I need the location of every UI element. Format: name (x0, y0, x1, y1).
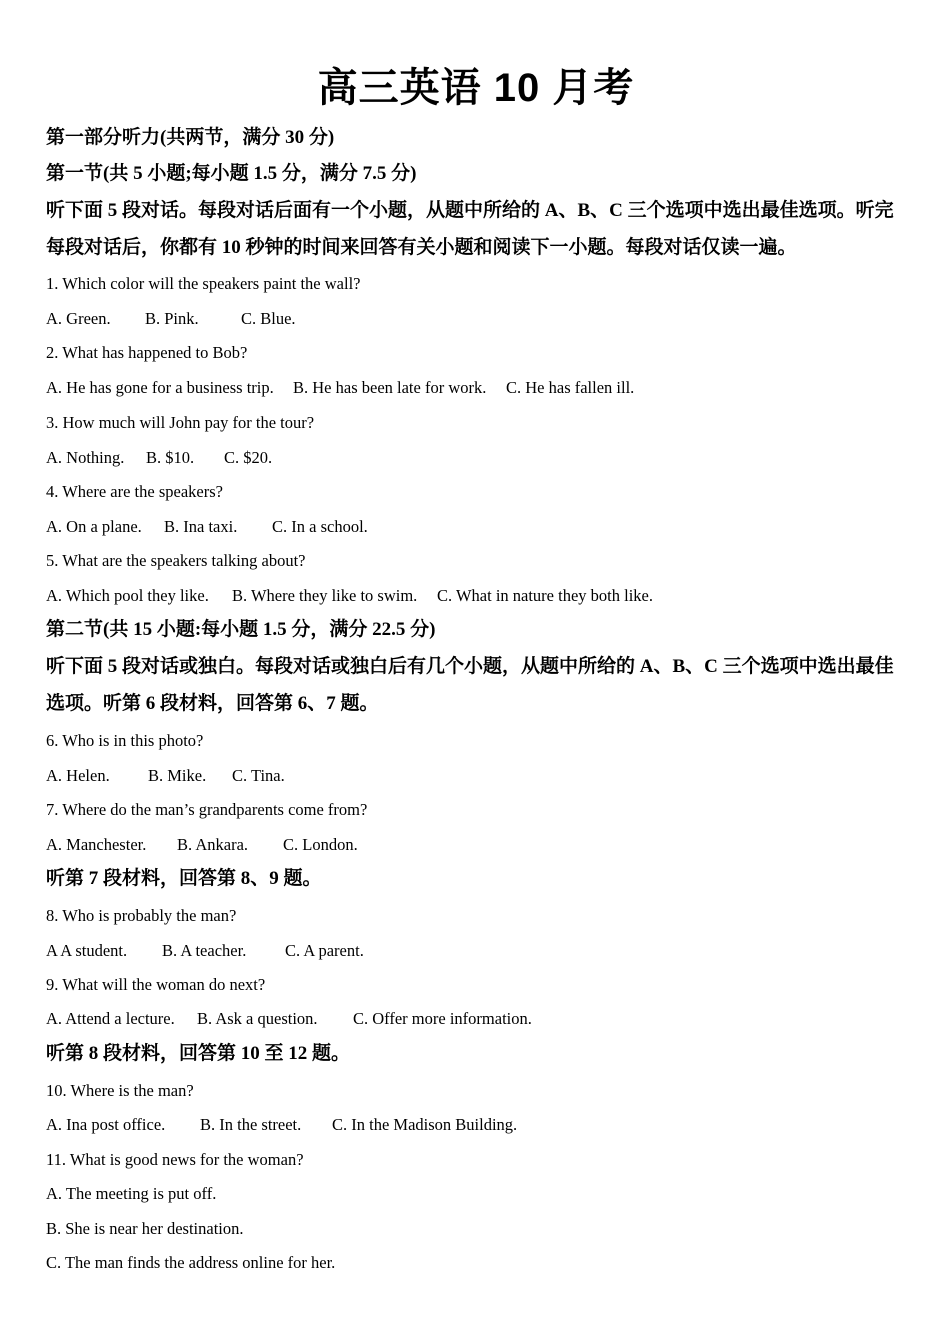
option-c: C. In the Madison Building. (332, 1115, 518, 1134)
option-a: A. Which pool they like. (46, 586, 209, 605)
question-11: 11. What is good news for the woman? (46, 1150, 304, 1169)
option-a: A. Green. (46, 309, 111, 328)
option-c: C. Offer more information. (353, 1009, 532, 1028)
options-10 (46, 1114, 517, 1136)
exam-title: 高三英语 10 月考 (317, 66, 635, 110)
section2-instruction-line1: 听下面 5 段对话或独白。每段对话或独白后有几个小题，从题中所给的 A、B、C 三个选项中选出最佳 (46, 656, 894, 677)
option-b: B. Where they like to swim. (232, 586, 418, 605)
options-5 (46, 585, 653, 607)
section1-heading: 第一节(共 5 小题;每小题 1.5 分，满分 7.5 分) (46, 163, 417, 184)
question-8: 8. Who is probably the man? (46, 906, 237, 925)
option-c: C. What in nature they both like. (437, 586, 653, 605)
option-a: A. He has gone for a business trip. (46, 378, 274, 397)
options-1 (46, 308, 296, 330)
section2-heading: 第二节(共 15 小题:每小题 1.5 分，满分 22.5 分) (46, 619, 436, 640)
option-b: B. Ina taxi. (164, 517, 238, 536)
question-5: 5. What are the speakers talking about? (46, 551, 306, 570)
option-c: C. London. (283, 835, 358, 854)
option-a: A A student. (46, 941, 128, 960)
options-9 (46, 1008, 532, 1030)
option-c: C. He has fallen ill. (506, 378, 635, 397)
section1-instruction-line2: 每段对话后，你都有 10 秒钟的时间来回答有关小题和阅读下一小题。每段对话仅读一遍。 (46, 237, 797, 258)
option-b: B. A teacher. (162, 941, 247, 960)
option-a: A. Attend a lecture. (46, 1009, 175, 1028)
question-3: 3. How much will John pay for the tour? (46, 413, 315, 432)
option-b: B. Mike. (148, 766, 207, 785)
options-8 (46, 940, 364, 962)
option-b: B. $10. (146, 448, 195, 467)
option-b: B. Pink. (145, 309, 199, 328)
option-b: B. Ankara. (177, 835, 249, 854)
options-3 (46, 447, 272, 469)
material-8-heading: 听第 8 段材料，回答第 10 至 12 题。 (46, 1043, 351, 1064)
question-6: 6. Who is in this photo? (46, 731, 204, 750)
section2-instruction-line2: 选项。听第 6 段材料，回答第 6、7 题。 (46, 693, 379, 714)
option-11-b: B. She is near her destination. (46, 1219, 244, 1238)
question-1: 1. Which color will the speakers paint the wall? (46, 274, 361, 293)
material-7-heading: 听第 7 段材料，回答第 8、9 题。 (46, 868, 322, 889)
option-a: A. Helen. (46, 766, 110, 785)
option-11-a: A. The meeting is put off. (46, 1184, 217, 1203)
question-4: 4. Where are the speakers? (46, 482, 223, 501)
option-c: C. Blue. (241, 309, 296, 328)
question-7: 7. Where do the man’s grandparents come from? (46, 800, 368, 819)
option-a: A. On a plane. (46, 517, 142, 536)
options-4 (46, 516, 368, 538)
option-c: C. A parent. (285, 941, 364, 960)
option-11-c: C. The man finds the address online for her. (46, 1253, 336, 1272)
section1-instruction-line1: 听下面 5 段对话。每段对话后面有一个小题，从题中所给的 A、B、C 三个选项中选出最佳选项。听完 (46, 200, 894, 221)
option-b: B. In the street. (200, 1115, 302, 1134)
options-2 (46, 377, 634, 399)
option-c: C. Tina. (232, 766, 285, 785)
option-c: C. In a school. (272, 517, 368, 536)
question-10: 10. Where is the man? (46, 1081, 194, 1100)
option-c: C. $20. (224, 448, 273, 467)
option-b: B. He has been late for work. (293, 378, 487, 397)
options-7 (46, 834, 358, 856)
option-a: A. Ina post office. (46, 1115, 166, 1134)
question-2: 2. What has happened to Bob? (46, 343, 248, 362)
question-9: 9. What will the woman do next? (46, 975, 266, 994)
options-6 (46, 765, 285, 787)
option-b: B. Ask a question. (197, 1009, 318, 1028)
option-a: A. Nothing. (46, 448, 125, 467)
option-a: A. Manchester. (46, 835, 147, 854)
part1-heading: 第一部分听力(共两节，满分 30 分) (46, 127, 335, 148)
